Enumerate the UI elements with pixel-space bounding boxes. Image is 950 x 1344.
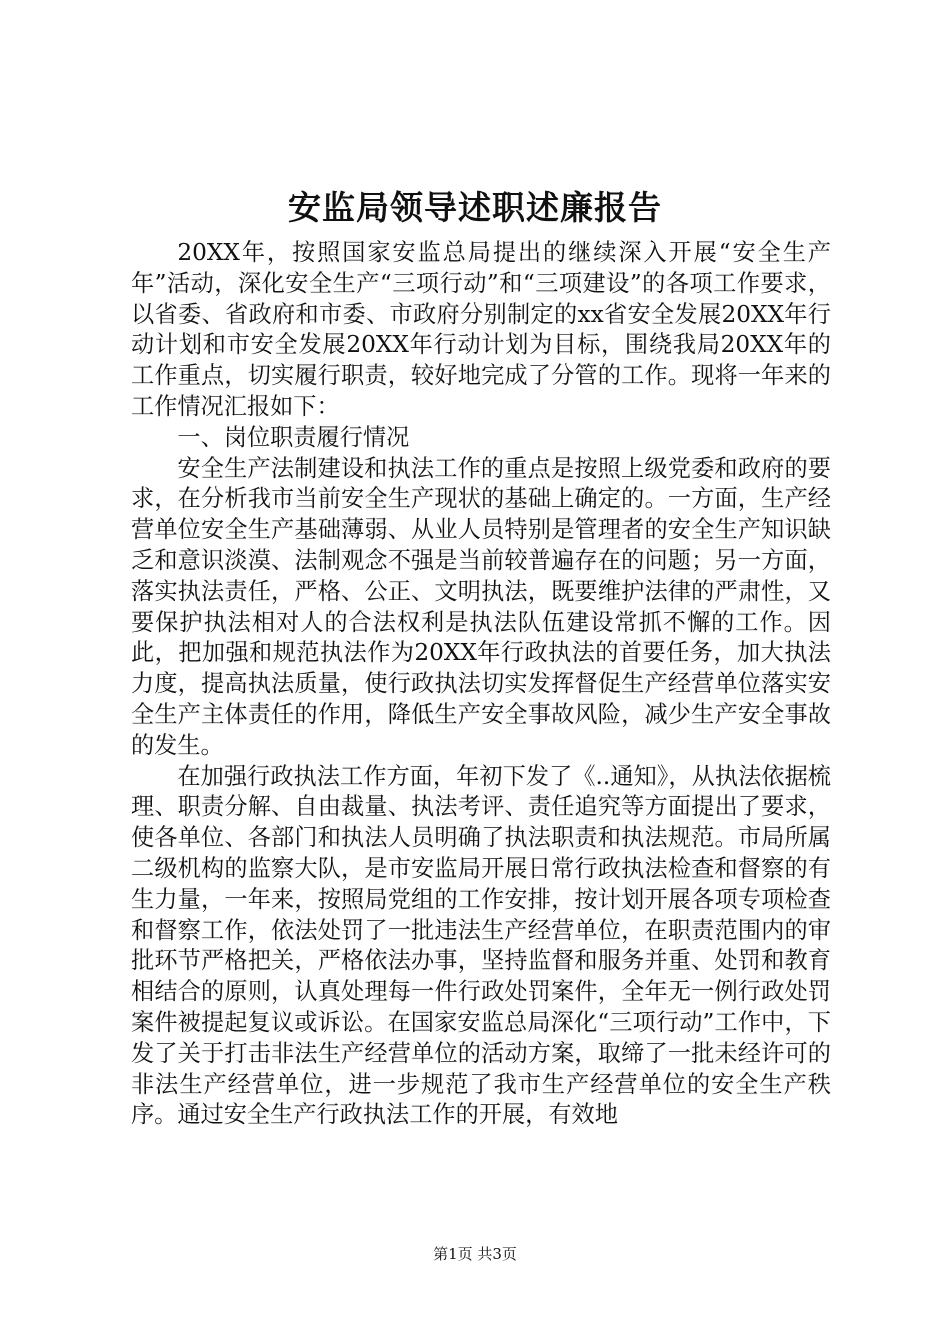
section-heading: 一、岗位职责履行情况 bbox=[177, 423, 410, 451]
paragraph-law-enforcement: 安全生产法制建设和执法工作的重点是按照上级党委和政府的要求，在分析我市当前安全生产现状的基础上确定的。一方面，生产经营单位安全生产基础薄弱、从业人员特别是管理者的安全生产知识缺乏和意识淡漠、法制观念不强是当前较普遍存在的问题；另一方面，落实执法责任，严格、公正、文明执法，既要维护法律的严肃性，又要保护执法相对人的合法权利是执法队伍建设常抓不懈的工作。因此，把加强和规范执法作为20XX年行政执法的首要任务，加大执法力度，提高执法质量，使行政执法切实发挥督促生产经营单位落实安全生产主体责任的作用，降低生产安全事故风险，减少生产安全事故的发生。 bbox=[131, 454, 831, 759]
paragraph-intro: 20XX年，按照国家安监总局提出的继续深入开展“安全生产年”活动，深化安全生产“三项行动”和“三项建设”的各项工作要求，以省委、省政府和市委、市政府分别制定的xx省安全发展20XX年行动计划和市安全发展20XX年行动计划为目标，围绕我局20XX年的工作重点，切实履行职责，较好地完成了分管的工作。现将一年来的工作情况汇报如下： bbox=[131, 239, 831, 420]
document-title: 安监局领导述职述廉报告 bbox=[288, 188, 662, 227]
document-body bbox=[131, 238, 831, 1131]
page-number-footer: 第1页 共3页 bbox=[433, 1245, 517, 1263]
paragraph-admin-enforcement: 在加强行政执法工作方面，年初下发了《..通知》，从执法依据梳理、职责分解、自由裁量、执法考评、责任追究等方面提出了要求，使各单位、各部门和执法人员明确了执法职责和执法规范。市局所属二级机构的监察大队，是市安监局开展日常行政执法检查和督察的有生力量，一年来，按照局党组的工作安排，按计划开展各项专项检查和督察工作，依法处罚了一批违法生产经营单位，在职责范围内的审批环节严格把关，严格依法办事，坚持监督和服务并重、处罚和教育相结合的原则，认真处理每一件行政处罚案件，全年无一例行政处罚案件被提起复议或诉讼。在国家安监总局深化“三项行动”工作中，下发了关于打击非法生产经营单位的活动方案，取缔了一批未经许可的非法生产经营单位，进一步规范了我市生产经营单位的安全生产秩序。通过安全生产行政执法工作的开展，有效地 bbox=[131, 762, 831, 1129]
